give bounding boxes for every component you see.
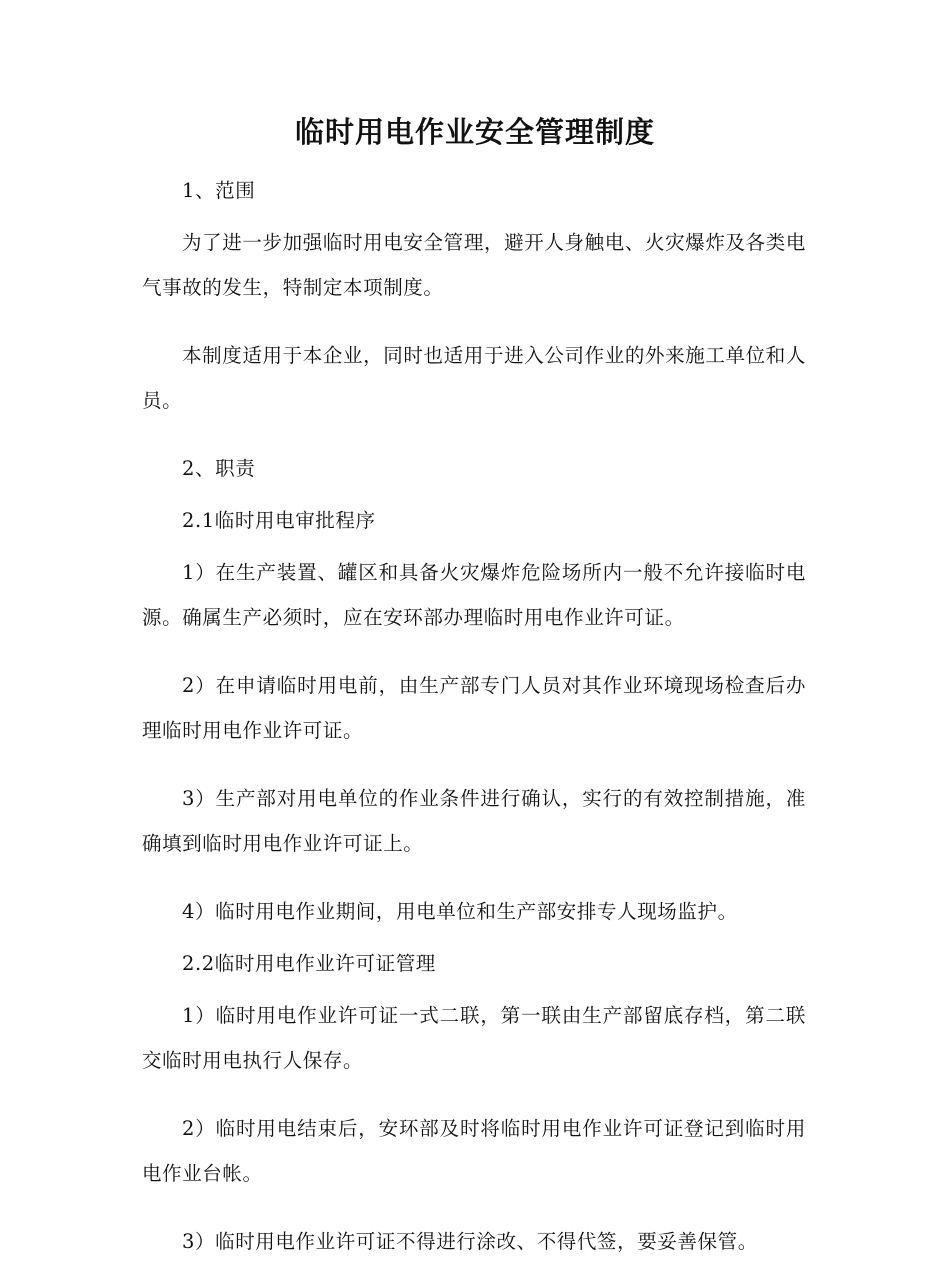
subsection-heading-approval: 2.1临时用电审批程序 xyxy=(182,509,376,532)
document-title: 临时用电作业安全管理制度 xyxy=(294,115,655,149)
section-heading-responsibilities: 2、职责 xyxy=(182,457,256,480)
paragraph-permit-2: 2）临时用电结束后，安环部及时将临时用电作业许可证登记到临时用电作业台帐。 xyxy=(142,1117,806,1185)
paragraph-approval-1: 1）在生产装置、罐区和具备火灾爆炸危险场所内一般不允许接临时电源。确属生产必须时，应在安环部办理临时用电作业许可证。 xyxy=(142,561,806,629)
paragraph-permit-1: 1）临时用电作业许可证一式二联，第一联由生产部留底存档，第二联交临时用电执行人保存。 xyxy=(142,1004,806,1072)
section-heading-scope: 1、范围 xyxy=(182,179,256,202)
paragraph-approval-4: 4）临时用电作业期间，用电单位和生产部安排专人现场监护。 xyxy=(182,900,738,923)
paragraph-approval-3: 3）生产部对用电单位的作业条件进行确认，实行的有效控制措施，准确填到临时用电作业许可证上。 xyxy=(142,787,806,855)
document-body xyxy=(142,168,806,1271)
paragraph-permit-3: 3）临时用电作业许可证不得进行涂改、不得代签，要妥善保管。 xyxy=(182,1230,758,1253)
subsection-heading-permit: 2.2临时用电作业许可证管理 xyxy=(182,952,436,975)
paragraph-approval-2: 2）在申请临时用电前，由生产部专门人员对其作业环境现场检查后办理临时用电作业许可证。 xyxy=(142,674,806,742)
paragraph-purpose: 为了进一步加强临时用电安全管理，避开人身触电、火灾爆炸及各类电气事故的发生，特制定本项制度。 xyxy=(142,231,806,299)
paragraph-applicability: 本制度适用于本企业，同时也适用于进入公司作业的外来施工单位和人员。 xyxy=(142,344,806,412)
